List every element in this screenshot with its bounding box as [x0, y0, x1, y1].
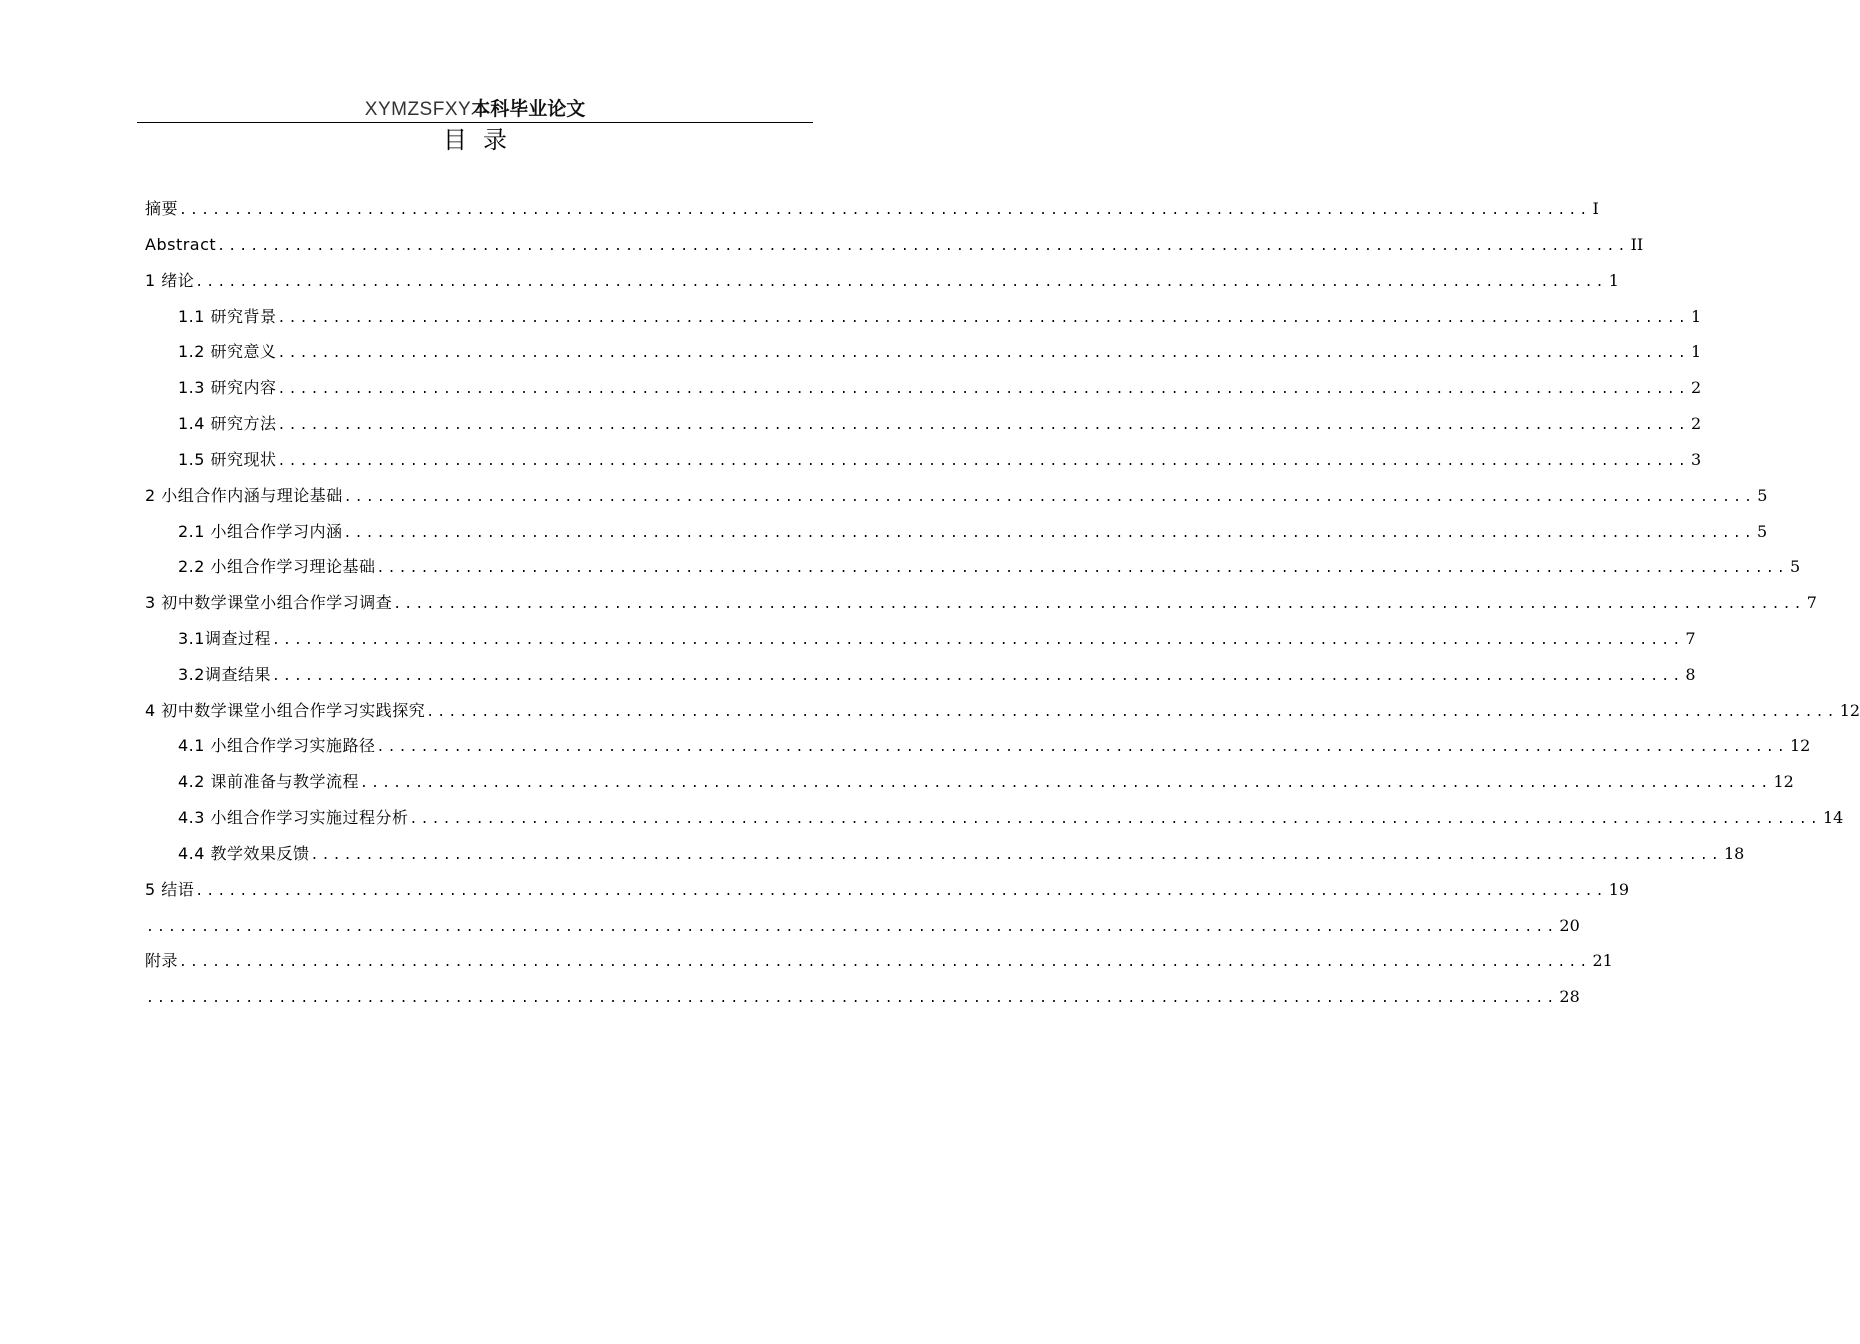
toc-entry-label: 附录 [145, 951, 179, 970]
toc-entry-section-4-1[interactable] [178, 732, 1811, 760]
toc-entry-label: 1.5 研究现状 [178, 450, 277, 469]
dot-leader: ................................................................................................................................ [271, 669, 1684, 684]
toc-entry-page: 1 [1690, 307, 1702, 326]
toc-entry-section-4-4[interactable] [178, 840, 1745, 868]
toc-entry-label: 5 结语 [145, 880, 195, 899]
toc-entry-page: 5 [1756, 522, 1768, 541]
toc-entry-page: 8 [1685, 665, 1696, 684]
dot-leader: ................................................................................................................................ [310, 848, 1722, 863]
toc-entry-section-2-1[interactable] [178, 518, 1768, 546]
toc-entry-page: 2 [1690, 414, 1702, 433]
toc-entry-page: II [1630, 235, 1644, 254]
toc-entry-section-2-2[interactable] [178, 553, 1801, 581]
toc-entry-abstract-en[interactable] [145, 231, 1644, 259]
toc-entry-label: 2.2 小组合作学习理论基础 [178, 557, 376, 576]
dot-leader: ................................................................................................................................ [409, 812, 1821, 827]
dot-leader: ................................................................................................................................ [179, 955, 1591, 970]
toc-entry-section-3-2[interactable] [178, 661, 1696, 689]
toc-entry-unlabeled-28[interactable] [145, 983, 1580, 1011]
toc-entry-label: 1 绪论 [145, 271, 195, 290]
toc-entry-section-3-1[interactable] [178, 625, 1696, 653]
toc-entry-label: 1.2 研究意义 [178, 342, 277, 361]
dot-leader: ................................................................................................................................ [146, 991, 1558, 1006]
toc-entry-appendix[interactable] [145, 947, 1613, 975]
toc-entry-chapter-3[interactable] [145, 589, 1817, 617]
toc-entry-page: 1 [1690, 342, 1702, 361]
toc-entry-chapter-4[interactable] [145, 697, 1860, 725]
toc-entry-page: 2 [1690, 378, 1702, 397]
toc-entry-page: 1 [1608, 271, 1619, 290]
toc-entry-page: 7 [1685, 629, 1696, 648]
toc-entry-label: 4.1 小组合作学习实施路径 [178, 736, 376, 755]
toc-entry-page: 12 [1839, 701, 1860, 720]
header-latin-text: XYMZSFXY [364, 99, 472, 120]
dot-leader: ................................................................................................................................ [146, 920, 1558, 935]
toc-entry-page: 20 [1559, 916, 1580, 935]
dot-leader: ................................................................................................................................ [217, 239, 1629, 254]
toc-entry-page: 3 [1690, 450, 1702, 469]
dot-leader: ................................................................................................................................ [277, 418, 1689, 433]
toc-entry-label: 4.4 教学效果反馈 [178, 844, 310, 863]
toc-entry-page: 14 [1822, 808, 1844, 827]
toc-entry-page: 28 [1559, 987, 1580, 1006]
toc-title: 目录 [443, 126, 523, 154]
toc-entry-page: 21 [1592, 951, 1613, 970]
toc-entry-section-4-2[interactable] [178, 768, 1794, 796]
toc-entry-label: 3.2调查结果 [178, 665, 271, 684]
dot-leader: ................................................................................................................................ [343, 490, 1756, 505]
toc-entry-label: 摘要 [145, 199, 179, 218]
dot-leader: ................................................................................................................................ [343, 526, 1755, 541]
toc-entry-unlabeled-20[interactable] [145, 912, 1580, 940]
toc-entry-abstract-cn[interactable] [145, 195, 1599, 223]
dot-leader: ................................................................................................................................ [376, 561, 1788, 576]
toc-entry-chapter-5[interactable] [145, 876, 1630, 904]
toc-entry-label: 3 初中数学课堂小组合作学习调查 [145, 593, 393, 612]
toc-entry-chapter-1[interactable] [145, 267, 1619, 295]
toc-entry-page: I [1592, 199, 1599, 218]
toc-entry-label: 3.1调查过程 [178, 629, 271, 648]
toc-entry-section-1-4[interactable] [178, 410, 1702, 438]
dot-leader: ................................................................................................................................ [271, 633, 1684, 648]
toc-entry-label: 4.2 课前准备与教学流程 [178, 772, 360, 791]
toc-entry-label: 2 小组合作内涵与理论基础 [145, 486, 343, 505]
dot-leader: ................................................................................................................................ [277, 382, 1689, 397]
toc-entry-page: 5 [1757, 486, 1768, 505]
toc-entry-section-1-2[interactable] [178, 338, 1702, 366]
toc-entry-page: 19 [1608, 880, 1630, 899]
toc-entry-section-1-5[interactable] [178, 446, 1702, 474]
dot-leader: ................................................................................................................................ [277, 346, 1689, 361]
toc-entry-section-4-3[interactable] [178, 804, 1844, 832]
toc-entry-label: 4.3 小组合作学习实施过程分析 [178, 808, 409, 827]
toc-entry-label: 1.3 研究内容 [178, 378, 277, 397]
toc-entry-section-1-3[interactable] [178, 374, 1702, 402]
dot-leader: ................................................................................................................................ [277, 454, 1689, 469]
dot-leader: ................................................................................................................................ [426, 705, 1838, 720]
toc-entry-label: 2.1 小组合作学习内涵 [178, 522, 343, 541]
toc-entry-label: Abstract [145, 235, 217, 254]
toc-entry-label: 1.4 研究方法 [178, 414, 277, 433]
toc-entry-page: 5 [1789, 557, 1801, 576]
toc-entry-page: 12 [1773, 772, 1794, 791]
toc-entry-label: 1.1 研究背景 [178, 307, 277, 326]
dot-leader: ................................................................................................................................ [195, 275, 1607, 290]
toc-entry-chapter-2[interactable] [145, 482, 1768, 510]
toc-entry-label: 4 初中数学课堂小组合作学习实践探究 [145, 701, 426, 720]
dot-leader: ................................................................................................................................ [376, 740, 1788, 755]
dot-leader: ................................................................................................................................ [195, 884, 1607, 899]
dot-leader: ................................................................................................................................ [179, 203, 1591, 218]
dot-leader: ................................................................................................................................ [277, 311, 1689, 326]
dot-leader: ................................................................................................................................ [360, 776, 1772, 791]
toc-entry-page: 18 [1723, 844, 1745, 863]
toc-entry-page: 7 [1806, 593, 1817, 612]
header-chinese-text: 本科毕业论文 [471, 98, 586, 120]
toc-entry-section-1-1[interactable] [178, 303, 1702, 331]
toc-entry-page: 12 [1789, 736, 1811, 755]
dot-leader: ................................................................................................................................ [393, 597, 1805, 612]
